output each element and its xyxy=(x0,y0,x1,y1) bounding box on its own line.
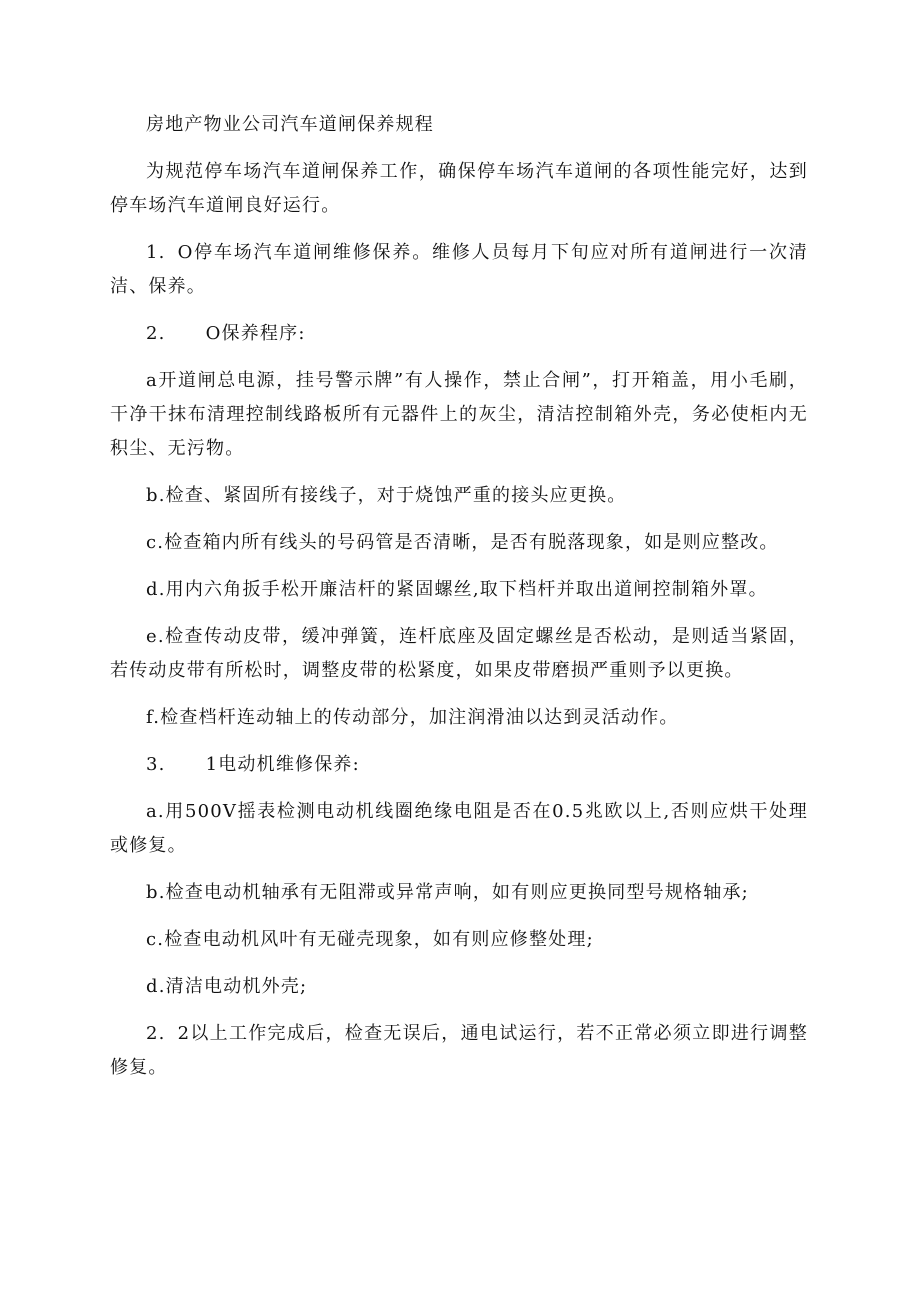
section-2-item-b: b.检查、紧固所有接线子，对于烧蚀严重的接头应更换。 xyxy=(146,485,627,506)
section-2-heading xyxy=(110,317,808,351)
section-3-item-b: b.检查电动机轴承有无阻滞或异常声响，如有则应更换同型号规格轴承; xyxy=(146,882,749,903)
section-1 xyxy=(110,236,808,304)
section-3-item-d: d.清洁电动机外壳; xyxy=(146,976,308,997)
document-body xyxy=(110,108,808,1098)
section-2-item-f: f.检查档杆连动轴上的传动部分，加注润滑油以达到灵活动作。 xyxy=(146,707,679,728)
section-2-item-e: e.检查传动皮带，缓冲弹簧，连杆底座及固定螺丝是否松动，是则适当紧固，若传动皮带有所松时，调整皮带的松紧度，如果皮带磨损严重则予以更换。 xyxy=(110,626,808,681)
section-4-number: 2. xyxy=(146,1023,166,1044)
section-4 xyxy=(110,1017,808,1085)
section-1-text: O停车场汽车道闸维修保养。维修人员每月下旬应对所有道闸进行一次清洁、保养。 xyxy=(110,242,808,297)
section-2-item-a: a开道闸总电源，挂号警示牌”有人操作，禁止合闸”，打开箱盖，用小毛刷，干净干抹布清理控制线路板所有元器件上的灰尘，清洁控制箱外壳，务必使柜内无积尘、无污物。 xyxy=(110,370,808,459)
section-3-item-a: a.用500V摇表检测电动机线圈绝缘电阻是否在0.5兆欧以上,否则应烘干处理或修复。 xyxy=(110,801,808,856)
section-3-title: 1电动机维修保养: xyxy=(205,754,360,775)
document-title: 房地产物业公司汽车道闸保养规程 xyxy=(146,114,434,135)
section-4-text: 2以上工作完成后，检查无误后，通电试运行，若不正常必须立即进行调整修复。 xyxy=(110,1023,808,1078)
section-3-heading xyxy=(110,748,808,782)
section-2-item-c: c.检查箱内所有线头的号码管是否清晰，是否有脱落现象，如是则应整改。 xyxy=(146,532,779,553)
section-1-number: 1. xyxy=(146,242,166,263)
section-2-title: O保养程序: xyxy=(205,323,306,344)
section-3-item-c: c.检查电动机风叶有无碰壳现象，如有则应修整处理; xyxy=(146,929,594,950)
section-2-item-d: d.用内六角扳手松开廉洁杆的紧固螺丝,取下档杆并取出道闸控制箱外罩。 xyxy=(146,579,768,600)
section-2-number: 2. xyxy=(146,323,166,344)
section-3-number: 3. xyxy=(146,754,166,775)
intro-paragraph: 为规范停车场汽车道闸保养工作，确保停车场汽车道闸的各项性能完好，达到停车场汽车道闸良好运行。 xyxy=(110,161,808,216)
